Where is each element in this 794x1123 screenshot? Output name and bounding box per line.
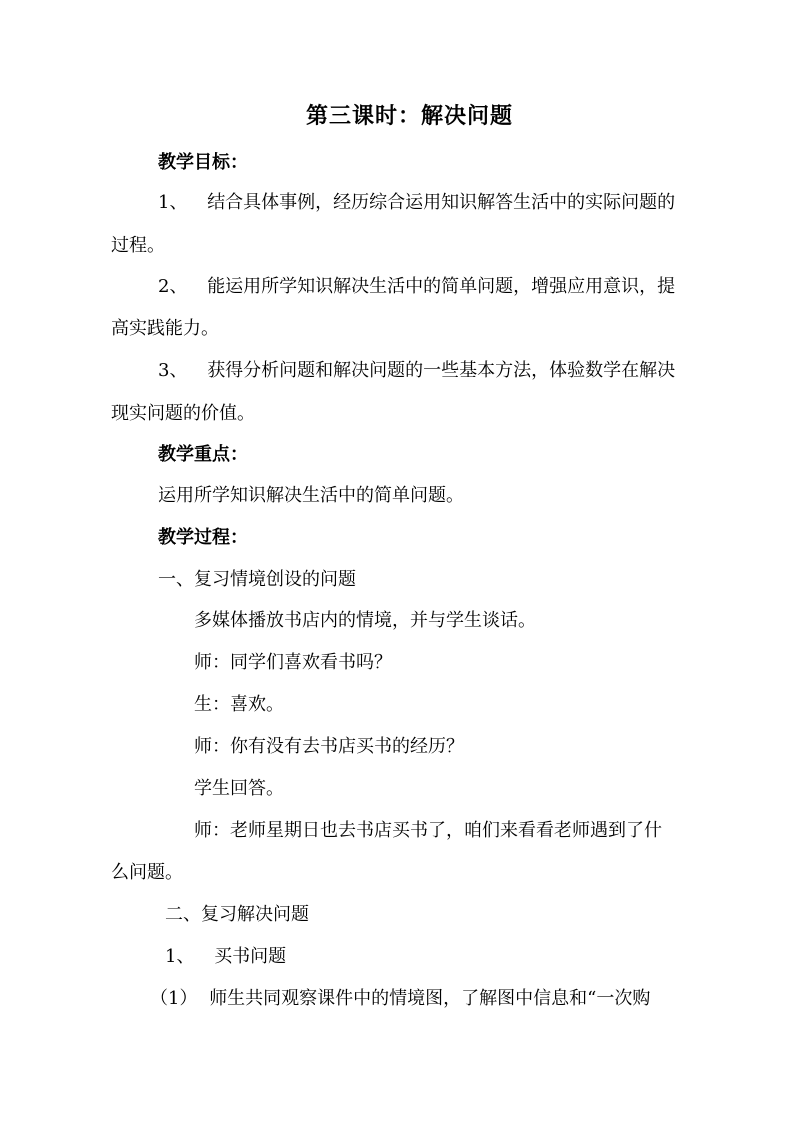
objective-number: 1、 bbox=[158, 192, 188, 213]
section-1-line: 生：喜欢。 bbox=[194, 694, 284, 715]
objective-text: 获得分析问题和解决问题的一些基本方法，体验数学在解决 bbox=[207, 360, 676, 381]
objective-number: 2、 bbox=[158, 276, 188, 297]
objective-2-continuation: 高实践能力。 bbox=[111, 318, 219, 339]
objective-3-continuation: 现实问题的价值。 bbox=[111, 403, 255, 424]
sub-item-1 bbox=[150, 987, 650, 1011]
objectives-heading: 教学目标： bbox=[158, 152, 248, 173]
objective-2 bbox=[158, 275, 675, 299]
objective-1 bbox=[158, 191, 675, 215]
objective-text: 能运用所学知识解决生活中的简单问题，增强应用意识，提 bbox=[207, 276, 676, 297]
objective-number: 3、 bbox=[158, 360, 188, 381]
document-title: 第三课时：解决问题 bbox=[306, 103, 514, 129]
sub-item-text: 师生共同观察课件中的情境图，了解图中信息和“一次购 bbox=[209, 988, 651, 1009]
section-1-heading: 一、复习情境创设的问题 bbox=[158, 569, 356, 590]
objective-1-continuation: 过程。 bbox=[111, 235, 165, 256]
process-heading: 教学过程： bbox=[158, 527, 248, 548]
sub-item-number: （1） bbox=[150, 988, 198, 1009]
section-1-line: 师：同学们喜欢看书吗？ bbox=[194, 652, 392, 673]
item-text: 买书问题 bbox=[214, 946, 287, 967]
section-1-line: 师：老师星期日也去书店买书了，咱们来看看老师遇到了什 bbox=[194, 820, 662, 841]
section-1-line: 学生回答。 bbox=[194, 778, 284, 799]
objective-3 bbox=[158, 359, 675, 383]
key-points-heading: 教学重点： bbox=[158, 444, 248, 465]
section-1-line: 师：你有没有去书店买书的经历？ bbox=[194, 736, 464, 757]
section-2-heading: 二、复习解决问题 bbox=[165, 904, 309, 925]
key-points-text: 运用所学知识解决生活中的简单问题。 bbox=[158, 485, 464, 506]
item-number: 1、 bbox=[165, 946, 195, 967]
objective-text: 结合具体事例，经历综合运用知识解答生活中的实际问题的 bbox=[207, 192, 676, 213]
section-1-continuation: 么问题。 bbox=[111, 862, 183, 883]
item-1 bbox=[165, 945, 286, 969]
section-1-line: 多媒体播放书店内的情境，并与学生谈话。 bbox=[194, 610, 536, 631]
